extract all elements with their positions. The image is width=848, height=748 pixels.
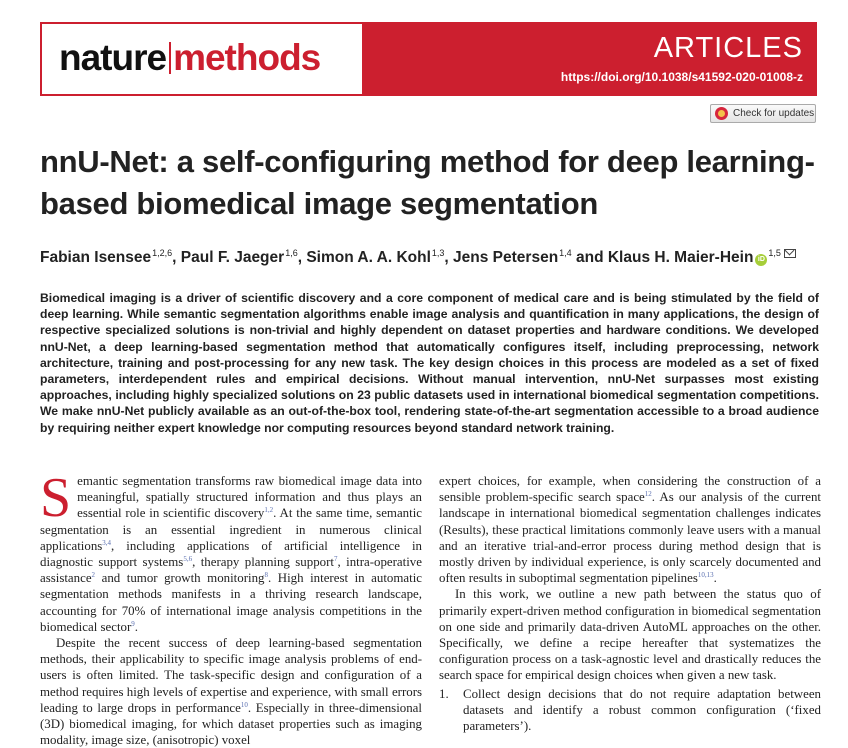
check-for-updates-label: Check for updates [733,108,815,119]
check-for-updates-button[interactable] [710,104,816,123]
citation-reference[interactable]: 1,2 [264,506,274,515]
citation-reference[interactable]: 10 [240,700,248,709]
author-separator: and [571,249,608,266]
author-separator: , [297,249,307,266]
author-affiliation: 1,5 [768,248,781,258]
author-list [40,248,830,267]
author-separator: , [172,249,181,266]
author-name[interactable]: Fabian Isensee [40,249,152,266]
intro-paragraph-4: In this work, we outline a new path between the status quo of primarily expert-driven method configuration in biomedical segmentation on one side and primarily data-driven AutoML approaches on the other. Specifically, we define a recipe hereafter that systematizes the configuration process on a task-agnostic level and drastically reduces the search space for empirical design choices when given a new task. [439,587,821,683]
journal-header [40,22,817,96]
author-name[interactable]: Paul F. Jaeger [180,249,285,266]
citation-reference[interactable]: 9 [131,619,135,628]
list-text: Collect design decisions that do not require adaptation between datasets and identify a robust common configuration (‘fixed parameters’). [463,686,821,734]
header-band [362,24,815,94]
logo-divider [169,42,171,74]
body-column-right [439,473,821,734]
author-name[interactable]: Klaus H. Maier-Hein [607,249,754,266]
author-separator: , [444,249,454,266]
journal-logo[interactable] [42,24,362,94]
intro-paragraph-3: expert choices, for example, when considering the construction of a sensible problem-specific search space$^{12}$. As our analysis of the current landscape in international biomedical segmentation challenges indicates (Results), these practical limitations commonly leave users with a manual and an iterative trial-and-error process during method design that is mostly driven by individual experience, is only scarcely documented and often results in suboptimal segmentation pipelines$^{10,13}$. [439,474,822,586]
body-column-left [40,467,422,748]
envelope-icon[interactable] [784,249,796,258]
intro-paragraph-1: Semantic segmentation transforms raw biomedical image data into meaningful, spatially structured information and thus plays an essential role in scientific discovery$^{1,2}$. At the same time, semantic segmentation is an essential ingredient in numerous clinical applications$^{3,4}$, including applications of artificial intelligence in diagnostic support systems$^{5,6}$, therapy planning support$^7$, intra-operative assistance$^2$ and tumor growth monitoring$^8$. High interest in automatic segmentation methods manifests in a thriving research landscape, accounting for 70% of international image analysis competitions in the biomedical sector$^9$. [40,467,422,634]
citation-reference[interactable]: 7 [333,555,338,564]
citation-reference[interactable]: 5,6 [183,555,193,564]
citation-reference[interactable]: 12 [644,490,652,499]
article-title: nnU-Net: a self-configuring method for deep learning-based biomedical image segmentation [40,144,815,221]
author-affiliation: 1,6 [285,248,298,258]
orcid-icon[interactable]: iD [755,254,767,266]
author-name[interactable]: Simon A. A. Kohl [306,249,431,266]
crossmark-icon [715,107,728,120]
author-name[interactable]: Jens Petersen [453,249,559,266]
citation-reference[interactable]: 3,4 [102,538,112,547]
citation-reference[interactable]: 10,13 [697,571,714,580]
list-item [439,686,821,735]
section-label: ARTICLES [653,32,803,64]
recipe-list [439,686,821,735]
intro-paragraph-2: Despite the recent success of deep learning-based segmentation methods, their applicability to specific image analysis problems of end-users is often limited. The task-specific design and configuration of a method requires high levels of expertise and experience, with small errors leading to large drops in performance$^{10}$. Especially in three-dimensional (3D) biomedical imaging, for which dataset properties such as imaging modality, image size, (anisotropic) voxel [40,636,422,748]
doi-link[interactable]: https://doi.org/10.1038/s41592-020-01008-z [560,70,803,84]
list-number: 1. [439,686,449,701]
author-affiliation: 1,4 [559,248,572,258]
abstract: Biomedical imaging is a driver of scientific discovery and a core component of medical care and is being stimulated by the field of deep learning. While semantic segmentation algorithms enable image analysis and quantification in many applications, the design of respective specialized solutions is non-trivial and highly dependent on dataset properties and hardware conditions. We developed nnU-Net, a deep learning-based segmentation method that automatically configures itself, including preprocessing, network architecture, training and post-processing for any new task. The key design choices in this process are modeled as a set of fixed parameters, interdependent rules and empirical decisions. Without manual intervention, nnU-Net surpasses most existing approaches, including highly specialized solutions on 23 public datasets used in international biomedical segmentation competitions. We make nnU-Net publicly available as an out-of-the-box tool, rendering state-of-the-art segmentation accessible to a broad audience by requiring neither expert knowledge nor computing resources beyond standard network training. [40,291,819,435]
logo-nature-text: nature [59,37,167,78]
citation-reference[interactable]: 8 [264,571,268,580]
logo-methods-text: methods [173,37,321,78]
drop-cap: S [40,467,72,529]
author-affiliation: 1,3 [431,248,445,258]
citation-reference[interactable]: 2 [91,571,96,580]
author-affiliation: 1,2,6 [152,248,173,258]
